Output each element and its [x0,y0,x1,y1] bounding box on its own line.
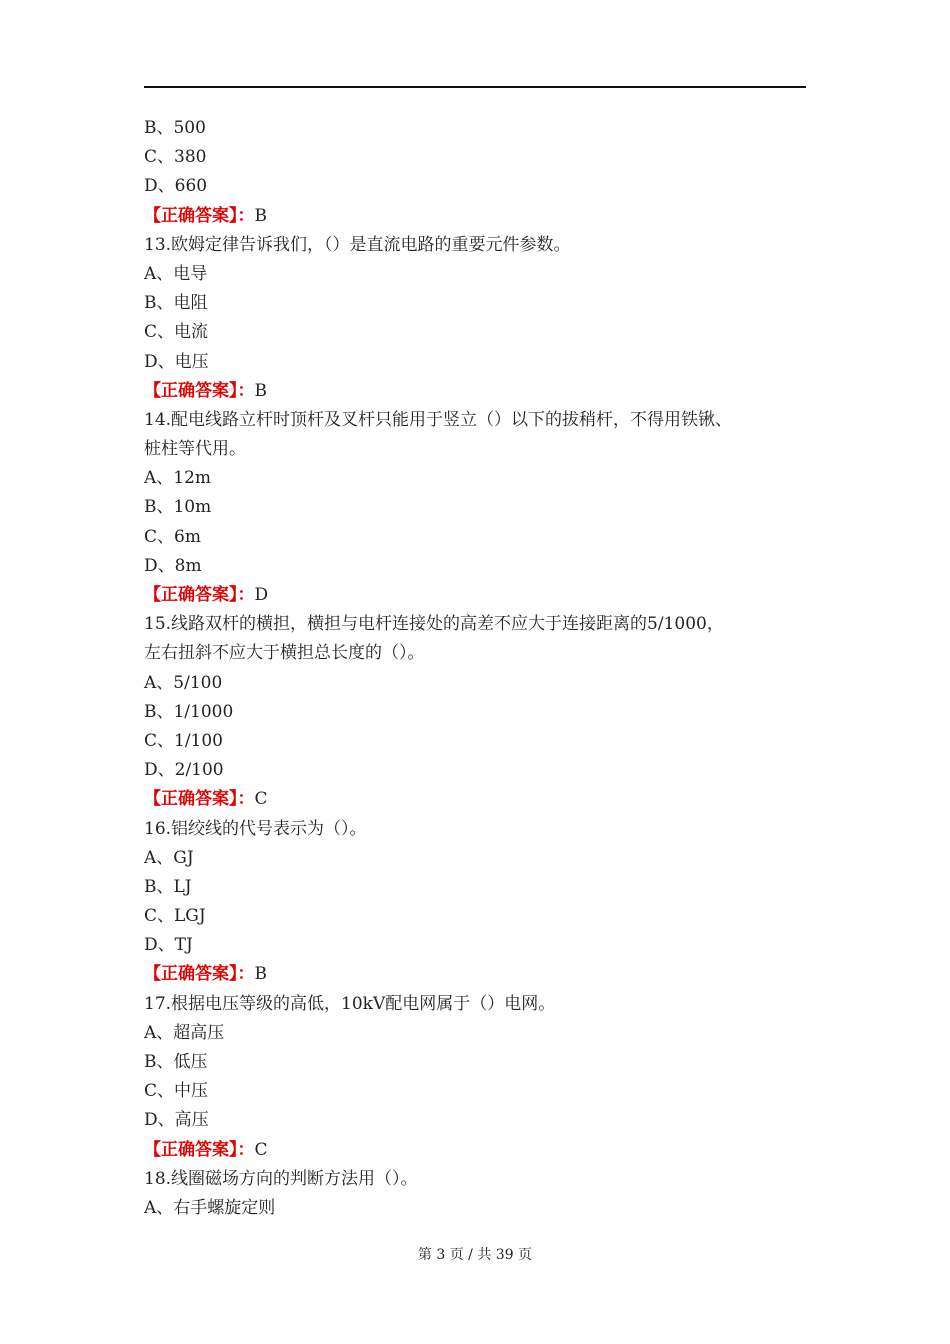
answer-label: 【正确答案】 [144,380,238,401]
header-rule [144,86,806,88]
option-d: D、8m [144,555,202,576]
option-c: C、中压 [144,1081,209,1102]
option-c: C、LGJ [144,906,206,927]
question-text: 16.铝绞线的代号表示为（）。 [144,818,367,839]
answer-line [144,581,806,610]
option-d: D、电压 [144,351,209,372]
option-b: B、1/1000 [144,701,234,722]
question-text: 17.根据电压等级的高低，10kV配电网属于（）电网。 [144,993,556,1014]
answer-value: B [254,380,267,401]
answer-value: B [254,205,267,226]
option-b: B、电阻 [144,293,208,314]
question-text-cont: 桩柱等代用。 [144,439,246,460]
option-a: A、5/100 [144,672,223,693]
answer-colon: ： [237,205,255,226]
option-a: A、电导 [144,263,208,284]
option-d: D、高压 [144,1110,209,1131]
answer-colon: ： [237,380,255,401]
answer-colon: ： [237,585,255,605]
option-a: A、右手螺旋定则 [144,1197,276,1218]
option-c: C、380 [144,147,207,168]
option-c: C、电流 [144,322,209,343]
option-c: C、1/100 [144,730,223,751]
option-b: B、LJ [144,876,192,897]
answer-colon: ： [237,789,255,810]
answer-value: C [254,1139,268,1160]
answer-line [144,1136,806,1165]
option-b: B、500 [144,118,206,138]
option-d: D、TJ [144,935,193,956]
question-text: 15.线路双杆的横担，横担与电杆连接处的高差不应大于连接距离的5/1000， [144,614,724,635]
answer-line [144,377,806,406]
answer-line [144,785,806,814]
option-a: A、12m [144,468,212,489]
option-d: D、660 [144,176,208,197]
answer-label: 【正确答案】 [144,964,238,985]
answer-line [144,960,806,989]
question-list [144,114,806,1223]
question-text: 13.欧姆定律告诉我们，（）是直流电路的重要元件参数。 [144,234,571,255]
answer-label: 【正确答案】 [144,789,238,810]
question-text-cont: 左右扭斜不应大于横担总长度的（）。 [144,643,425,664]
question-text: 14.配电线路立杆时顶杆及叉杆只能用于竖立（）以下的拔稍杆，不得用铁锹、 [144,409,733,430]
answer-line [144,202,806,231]
option-d: D、2/100 [144,760,224,781]
answer-value: D [254,585,269,605]
page-footer: 第 3 页 / 共 39 页 [417,1247,533,1263]
answer-value: B [254,964,267,985]
option-a: A、超高压 [144,1022,225,1043]
answer-label: 【正确答案】 [144,585,238,605]
option-c: C、6m [144,526,201,547]
option-b: B、10m [144,497,212,518]
answer-colon: ： [237,1139,255,1160]
answer-value: C [254,789,268,810]
option-a: A、GJ [144,847,194,868]
question-text: 18.线圈磁场方向的判断方法用（）。 [144,1168,418,1189]
option-b: B、低压 [144,1052,208,1072]
answer-colon: ： [237,964,255,985]
answer-label: 【正确答案】 [144,1139,238,1160]
answer-label: 【正确答案】 [144,205,238,226]
